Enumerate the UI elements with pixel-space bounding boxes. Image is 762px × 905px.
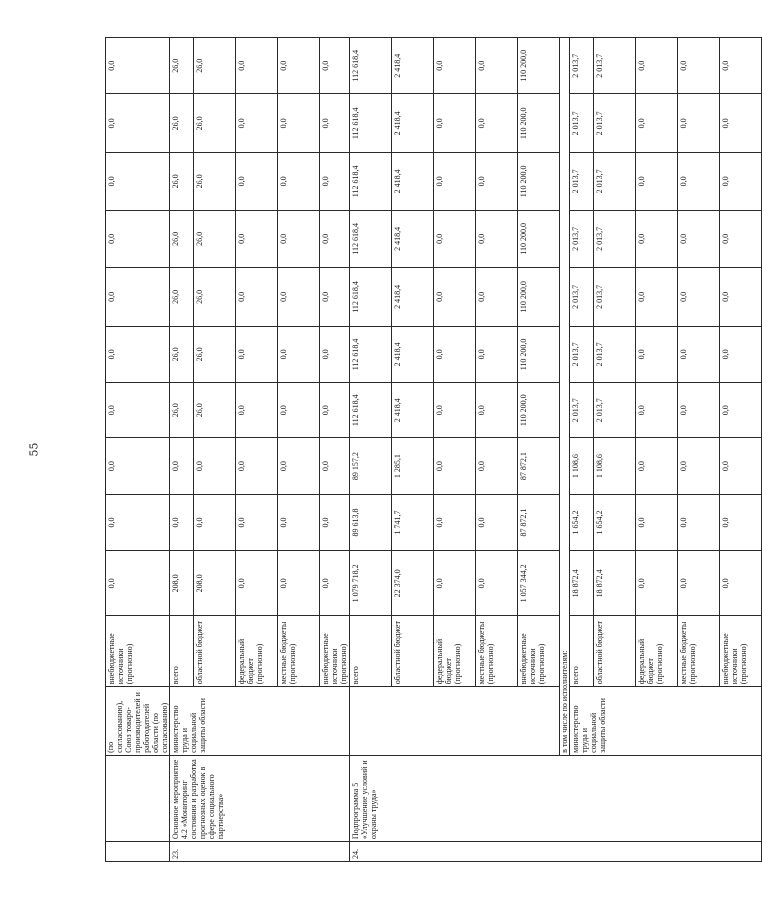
value-cell: 2 418,4 (392, 383, 434, 438)
executors-subheading-cell: в том числе по исполнителям: (560, 38, 570, 756)
value-cell: 0,0 (278, 326, 320, 382)
value-cell: 26,0 (170, 153, 194, 211)
value-cell: 0,0 (678, 38, 720, 95)
value-cell: 112 618,4 (350, 153, 392, 211)
value-cell: 0,0 (278, 383, 320, 438)
funding-source-cell: внебюджетные источники (прогнозно) (720, 616, 762, 687)
value-cell: 0,0 (278, 438, 320, 494)
value-cell: 0,0 (434, 210, 476, 268)
value-cell: 26,0 (170, 326, 194, 382)
value-cell: 0,0 (236, 94, 278, 153)
executor-cell (350, 687, 560, 756)
table-row (570, 38, 594, 862)
value-cell: 0,0 (106, 383, 170, 438)
page-number: 55 (27, 442, 41, 457)
value-cell: 0,0 (678, 210, 720, 268)
value-cell: 0,0 (170, 494, 194, 550)
value-cell: 26,0 (194, 268, 236, 327)
row-number-cell: 23. (170, 842, 350, 862)
activity-name-cell: Подпрограмма 5 «Улучшение условий и охраны труда» (350, 755, 762, 841)
funding-source-cell: федеральный бюджет (прогнозно) (434, 616, 476, 687)
value-cell: 0,0 (678, 268, 720, 327)
row-number-cell: 24. (350, 842, 762, 862)
funding-source-cell: внебюджетные источники (прогнозно) (106, 616, 170, 687)
total-value-cell: 0,0 (434, 551, 476, 616)
funding-source-cell: областной бюджет (594, 616, 636, 687)
value-cell: 26,0 (194, 94, 236, 153)
value-cell: 2 013,7 (594, 94, 636, 153)
value-cell: 0,0 (236, 38, 278, 95)
total-value-cell: 0,0 (476, 551, 518, 616)
value-cell: 0,0 (720, 438, 762, 494)
value-cell: 0,0 (476, 38, 518, 95)
value-cell: 0,0 (434, 94, 476, 153)
value-cell: 89 613,8 (350, 494, 392, 550)
value-cell: 26,0 (170, 94, 194, 153)
funding-source-cell: областной бюджет (392, 616, 434, 687)
value-cell: 0,0 (434, 438, 476, 494)
value-cell: 0,0 (476, 268, 518, 327)
value-cell: 89 157,2 (350, 438, 392, 494)
total-value-cell: 208,0 (194, 551, 236, 616)
value-cell: 2 013,7 (594, 210, 636, 268)
value-cell: 0,0 (194, 494, 236, 550)
value-cell: 2 418,4 (392, 210, 434, 268)
value-cell: 110 200,0 (518, 38, 560, 95)
value-cell: 0,0 (236, 326, 278, 382)
funding-source-cell: местные бюджеты (прогнозно) (476, 616, 518, 687)
value-cell: 0,0 (636, 153, 678, 211)
value-cell: 0,0 (636, 494, 678, 550)
total-value-cell: 0,0 (320, 551, 350, 616)
value-cell: 0,0 (636, 326, 678, 382)
funding-source-cell: всего (570, 616, 594, 687)
funding-source-cell: внебюджетные источники (прогнозно) (518, 616, 560, 687)
value-cell: 0,0 (636, 438, 678, 494)
total-value-cell: 0,0 (106, 551, 170, 616)
value-cell: 26,0 (170, 210, 194, 268)
value-cell: 110 200,0 (518, 268, 560, 327)
value-cell: 110 200,0 (518, 94, 560, 153)
value-cell: 0,0 (476, 153, 518, 211)
value-cell: 2 418,4 (392, 326, 434, 382)
value-cell: 1 108,6 (570, 438, 594, 494)
total-value-cell: 0,0 (678, 551, 720, 616)
value-cell: 0,0 (678, 438, 720, 494)
value-cell: 2 013,7 (570, 383, 594, 438)
total-value-cell: 1 057 344,2 (518, 551, 560, 616)
executor-cell: министерство труда и социальной защиты области (570, 687, 762, 756)
value-cell: 1 741,7 (392, 494, 434, 550)
value-cell: 0,0 (278, 38, 320, 95)
funding-source-cell: всего (170, 616, 194, 687)
value-cell: 0,0 (434, 326, 476, 382)
value-cell: 2 013,7 (594, 383, 636, 438)
value-cell: 0,0 (720, 494, 762, 550)
funding-source-cell: местные бюджеты (прогнозно) (678, 616, 720, 687)
value-cell: 0,0 (236, 210, 278, 268)
total-value-cell: 22 374,0 (392, 551, 434, 616)
value-cell: 0,0 (636, 383, 678, 438)
value-cell: 0,0 (720, 210, 762, 268)
value-cell: 0,0 (278, 268, 320, 327)
value-cell: 0,0 (278, 153, 320, 211)
value-cell: 0,0 (434, 268, 476, 327)
value-cell: 0,0 (236, 494, 278, 550)
value-cell: 0,0 (434, 494, 476, 550)
value-cell: 2 013,7 (594, 38, 636, 95)
funding-source-cell: внебюджетные источники (прогнозно) (320, 616, 350, 687)
value-cell: 2 013,7 (594, 268, 636, 327)
value-cell: 0,0 (106, 268, 170, 327)
value-cell: 112 618,4 (350, 268, 392, 327)
value-cell: 0,0 (636, 268, 678, 327)
value-cell: 2 418,4 (392, 94, 434, 153)
value-cell: 2 013,7 (594, 153, 636, 211)
value-cell: 1 654,2 (570, 494, 594, 550)
value-cell: 0,0 (720, 153, 762, 211)
value-cell: 2 418,4 (392, 268, 434, 327)
value-cell: 1 654,2 (594, 494, 636, 550)
budget-table (105, 37, 762, 862)
value-cell: 0,0 (236, 153, 278, 211)
value-cell: 87 872,1 (518, 494, 560, 550)
value-cell: 0,0 (320, 153, 350, 211)
value-cell: 0,0 (476, 210, 518, 268)
value-cell: 110 200,0 (518, 210, 560, 268)
value-cell: 110 200,0 (518, 326, 560, 382)
value-cell: 26,0 (194, 326, 236, 382)
value-cell: 26,0 (170, 383, 194, 438)
total-value-cell: 18 872,4 (594, 551, 636, 616)
value-cell: 0,0 (236, 268, 278, 327)
value-cell: 0,0 (636, 38, 678, 95)
value-cell: 0,0 (278, 494, 320, 550)
table-row (170, 38, 194, 862)
value-cell: 26,0 (194, 38, 236, 95)
executor-cell: министерство труда и социальной защиты области (170, 687, 350, 756)
value-cell: 0,0 (320, 438, 350, 494)
value-cell: 2 013,7 (570, 326, 594, 382)
value-cell: 0,0 (636, 210, 678, 268)
value-cell: 0,0 (194, 438, 236, 494)
value-cell: 0,0 (320, 383, 350, 438)
value-cell: 0,0 (278, 94, 320, 153)
value-cell: 2 013,7 (594, 326, 636, 382)
activity-name-cell: Основное мероприятие 4.2 «Мониторинг состояния и разработка прогнозных оценок в сфере социального партнерства» (170, 755, 350, 841)
value-cell: 0,0 (236, 438, 278, 494)
table-row (350, 38, 392, 862)
value-cell: 26,0 (194, 153, 236, 211)
value-cell: 0,0 (106, 210, 170, 268)
funding-source-cell: федеральный бюджет (прогнозно) (636, 616, 678, 687)
value-cell: 0,0 (320, 210, 350, 268)
value-cell: 0,0 (320, 326, 350, 382)
total-value-cell: 18 872,4 (570, 551, 594, 616)
value-cell: 0,0 (106, 38, 170, 95)
rotated-table-container (105, 37, 748, 862)
total-value-cell: 0,0 (278, 551, 320, 616)
value-cell: 0,0 (720, 268, 762, 327)
value-cell: 0,0 (236, 383, 278, 438)
total-value-cell: 208,0 (170, 551, 194, 616)
value-cell: 0,0 (636, 94, 678, 153)
value-cell: 0,0 (320, 38, 350, 95)
value-cell: 2 013,7 (570, 94, 594, 153)
value-cell: 112 618,4 (350, 326, 392, 382)
value-cell: 0,0 (678, 94, 720, 153)
value-cell: 0,0 (106, 153, 170, 211)
value-cell: 0,0 (476, 94, 518, 153)
total-value-cell: 0,0 (236, 551, 278, 616)
funding-source-cell: всего (350, 616, 392, 687)
value-cell: 0,0 (678, 494, 720, 550)
value-cell: 1 285,1 (392, 438, 434, 494)
value-cell: 0,0 (476, 438, 518, 494)
value-cell: 0,0 (106, 94, 170, 153)
value-cell: 1 108,6 (594, 438, 636, 494)
value-cell: 2 013,7 (570, 210, 594, 268)
value-cell: 0,0 (320, 268, 350, 327)
value-cell: 0,0 (320, 94, 350, 153)
activity-name-cell (106, 755, 170, 841)
value-cell: 2 418,4 (392, 153, 434, 211)
value-cell: 26,0 (170, 38, 194, 95)
value-cell: 0,0 (278, 210, 320, 268)
funding-source-cell: местные бюджеты (прогнозно) (278, 616, 320, 687)
value-cell: 112 618,4 (350, 38, 392, 95)
value-cell: 112 618,4 (350, 210, 392, 268)
funding-source-cell: федеральный бюджет (прогнозно) (236, 616, 278, 687)
value-cell: 0,0 (720, 383, 762, 438)
table-row (106, 38, 170, 862)
value-cell: 0,0 (678, 153, 720, 211)
funding-source-cell: областной бюджет (194, 616, 236, 687)
value-cell: 0,0 (170, 438, 194, 494)
row-number-cell (106, 842, 170, 862)
executor-cell: (по согласованию), Союз товаро-производителей и работодателей области (по согласованию) (106, 687, 170, 756)
value-cell: 0,0 (434, 383, 476, 438)
total-value-cell: 1 079 718,2 (350, 551, 392, 616)
value-cell: 0,0 (434, 153, 476, 211)
value-cell: 2 418,4 (392, 38, 434, 95)
value-cell: 0,0 (720, 38, 762, 95)
value-cell: 0,0 (476, 494, 518, 550)
value-cell: 0,0 (678, 326, 720, 382)
value-cell: 112 618,4 (350, 383, 392, 438)
value-cell: 0,0 (106, 438, 170, 494)
value-cell: 0,0 (106, 494, 170, 550)
value-cell: 112 618,4 (350, 94, 392, 153)
value-cell: 0,0 (434, 38, 476, 95)
value-cell: 110 200,0 (518, 153, 560, 211)
value-cell: 0,0 (476, 383, 518, 438)
value-cell: 87 872,1 (518, 438, 560, 494)
value-cell: 26,0 (194, 210, 236, 268)
value-cell: 0,0 (106, 326, 170, 382)
value-cell: 0,0 (320, 494, 350, 550)
value-cell: 2 013,7 (570, 38, 594, 95)
value-cell: 26,0 (194, 383, 236, 438)
total-value-cell: 0,0 (720, 551, 762, 616)
value-cell: 0,0 (678, 383, 720, 438)
value-cell: 0,0 (720, 94, 762, 153)
value-cell: 0,0 (476, 326, 518, 382)
value-cell: 110 200,0 (518, 383, 560, 438)
value-cell: 2 013,7 (570, 268, 594, 327)
value-cell: 0,0 (720, 326, 762, 382)
total-value-cell: 0,0 (636, 551, 678, 616)
value-cell: 26,0 (170, 268, 194, 327)
table-row (560, 38, 570, 862)
value-cell: 2 013,7 (570, 153, 594, 211)
